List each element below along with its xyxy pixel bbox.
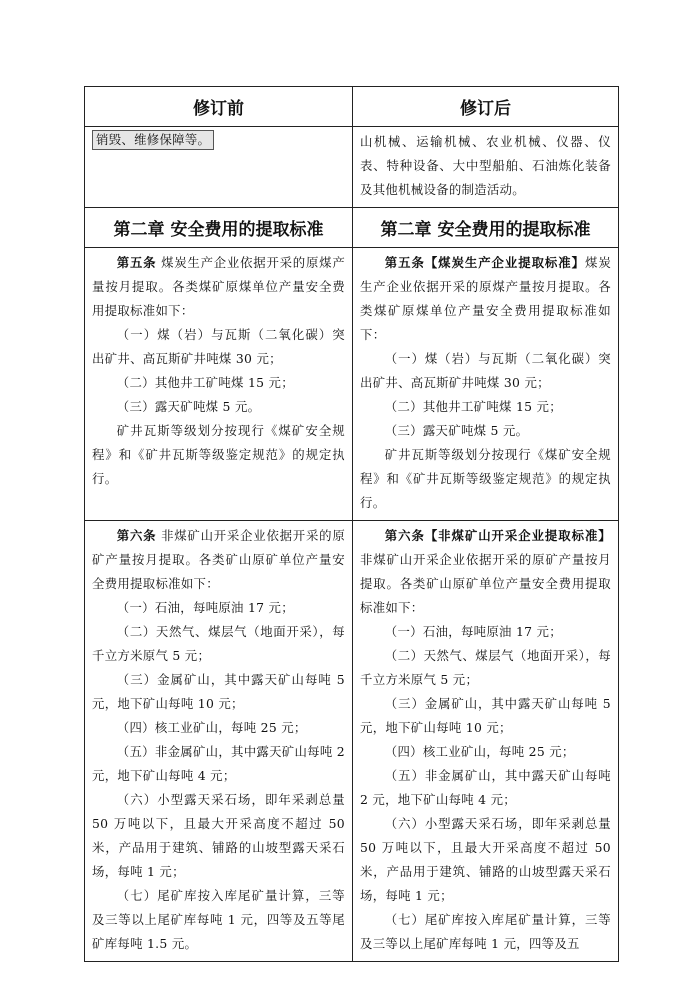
article6-before-item: （三）金属矿山，其中露天矿山每吨 5 元，地下矿山每吨 10 元； xyxy=(92,672,345,711)
article6-before-item: （六）小型露天采石场，即年采剥总量 50 万吨以下，且最大开采高度不超过 50 米，产品用于建筑、铺路的山坡型露天采石场，每吨 1 元； xyxy=(92,792,345,879)
article5-before-item: （二）其他井工矿吨煤 15 元； xyxy=(116,375,294,390)
article5-before-item: （一）煤（岩）与瓦斯（二氧化碳）突出矿井、高瓦斯矿井吨煤 30 元； xyxy=(92,327,345,366)
article5-before-item: （三）露天矿吨煤 5 元。 xyxy=(116,399,261,414)
continuation-after-cell xyxy=(353,127,619,208)
article6-after-cell xyxy=(353,521,619,962)
article6-after-lead: 第六条【非煤矿山开采企业提取标准】 xyxy=(384,528,611,543)
continuation-row xyxy=(85,127,619,208)
header-before: 修订前 xyxy=(85,87,353,127)
article5-after-cell xyxy=(353,248,619,521)
article5-after-item: （一）煤（岩）与瓦斯（二氧化碳）突出矿井、高瓦斯矿井吨煤 30 元； xyxy=(360,351,611,390)
comparison-table xyxy=(84,86,619,962)
article5-before-cell xyxy=(85,248,353,521)
continuation-after-text: 山机械、运输机械、农业机械、仪器、仪表、特种设备、大中型船舶、石油炼化装备及其他机械设备的制造活动。 xyxy=(360,134,611,197)
article5-after-item: （二）其他井工矿吨煤 15 元； xyxy=(384,399,562,414)
article6-after-item: （一）石油，每吨原油 17 元； xyxy=(384,624,562,639)
article5-before-lead: 第五条 xyxy=(116,255,157,270)
article6-before-item: （一）石油，每吨原油 17 元； xyxy=(116,600,294,615)
article5-row xyxy=(85,248,619,521)
article6-before-para: 第六条 非煤矿山开采企业依据开采的原矿产量按月提取。各类矿山原矿单位产量安全费用提取标准如下： xyxy=(92,528,346,591)
chapter-before: 第二章 安全费用的提取标准 xyxy=(85,208,353,248)
article5-after-lead: 第五条【煤炭生产企业提取标准】 xyxy=(384,255,585,270)
article6-after-item: （七）尾矿库按入库尾矿量计算，三等及三等以上尾矿库每吨 1 元，四等及五 xyxy=(360,912,611,951)
article6-after-item: （五）非金属矿山，其中露天矿山每吨 2 元，地下矿山每吨 4 元； xyxy=(360,768,611,807)
deleted-text-box: 销毁、维修保障等。 xyxy=(92,130,214,150)
article6-after-item: （三）金属矿山，其中露天矿山每吨 5 元，地下矿山每吨 10 元； xyxy=(360,696,611,735)
article6-before-lead: 第六条 xyxy=(116,528,157,543)
article5-before-item: 矿井瓦斯等级划分按现行《煤矿安全规程》和《矿井瓦斯等级鉴定规范》的规定执行。 xyxy=(92,423,345,486)
article6-after-item: （六）小型露天采石场，即年采剥总量 50 万吨以下，且最大开采高度不超过 50 米，产品用于建筑、铺路的山坡型露天采石场，每吨 1 元； xyxy=(360,816,611,903)
article5-after-item: 矿井瓦斯等级划分按现行《煤矿安全规程》和《矿井瓦斯等级鉴定规范》的规定执行。 xyxy=(360,447,611,510)
header-after: 修订后 xyxy=(353,87,619,127)
article6-before-item: （二）天然气、煤层气（地面开采），每千立方米原气 5 元； xyxy=(92,624,345,663)
chapter-row xyxy=(85,208,619,248)
article5-after-item: （三）露天矿吨煤 5 元。 xyxy=(384,423,529,438)
article6-after-item: （四）核工业矿山，每吨 25 元； xyxy=(384,744,575,759)
article6-before-cell xyxy=(85,521,353,962)
article5-after-para: 第五条【煤炭生产企业提取标准】煤炭生产企业依据开采的原煤产量按月提取。各类煤矿原煤单位产量安全费用提取标准如下： xyxy=(360,255,612,342)
continuation-before-cell xyxy=(85,127,353,208)
article6-after-para: 第六条【非煤矿山开采企业提取标准】非煤矿山开采企业依据开采的原矿产量按月提取。各类矿山原矿单位产量安全费用提取标准如下： xyxy=(360,528,611,615)
article6-after-item: （二）天然气、煤层气（地面开采），每千立方米原气 5 元； xyxy=(360,648,611,687)
article6-row xyxy=(85,521,619,962)
article5-before-para: 第五条 煤炭生产企业依据开采的原煤产量按月提取。各类煤矿原煤单位产量安全费用提取标准如下： xyxy=(92,255,346,318)
article6-before-item: （七）尾矿库按入库尾矿量计算，三等及三等以上尾矿库每吨 1 元，四等及五等尾矿库每吨 1.5 元。 xyxy=(92,888,345,951)
chapter-after: 第二章 安全费用的提取标准 xyxy=(353,208,619,248)
article6-before-item: （四）核工业矿山，每吨 25 元； xyxy=(116,720,307,735)
header-row xyxy=(85,87,619,127)
article6-before-item: （五）非金属矿山，其中露天矿山每吨 2 元，地下矿山每吨 4 元； xyxy=(92,744,345,783)
